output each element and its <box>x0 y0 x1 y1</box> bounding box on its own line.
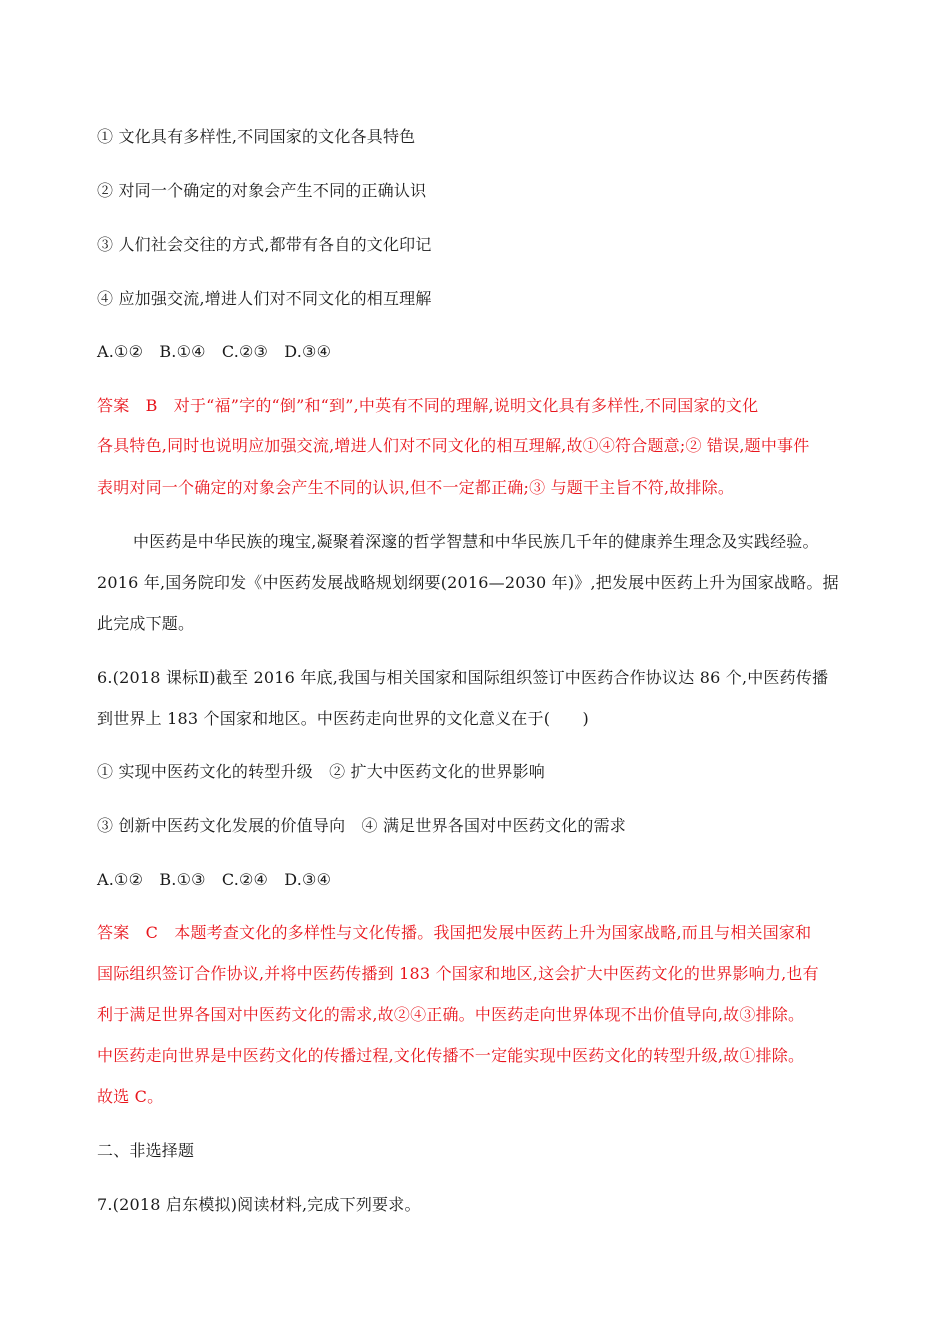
q5-option-4: ④ 应加强交流,增进人们对不同文化的相互理解 <box>97 289 432 308</box>
q6-stem-line-1: 6.(2018 课标Ⅱ)截至 2016 年底,我国与相关国家和国际组织签订中医药合作协议达 86 个,中医药传播 <box>97 668 829 687</box>
q5-option-3: ③ 人们社会交往的方式,都带有各自的文化印记 <box>97 235 432 254</box>
q6-answer-line-5: 故选 C。 <box>97 1087 164 1106</box>
q7-stem: 7.(2018 启东模拟)阅读材料,完成下列要求。 <box>97 1195 421 1214</box>
q5-option-2: ② 对同一个确定的对象会产生不同的正确认识 <box>97 181 427 200</box>
q6-options-line-2: ③ 创新中医药文化发展的价值导向 ④ 满足世界各国对中医药文化的需求 <box>97 816 626 835</box>
q6-stem-line-2: 到世界上 183 个国家和地区。中医药走向世界的文化意义在于( ) <box>97 709 589 728</box>
passage-line-2: 2016 年,国务院印发《中医药发展战略规划纲要(2016—2030 年)》,把发展中医药上升为国家战略。据 <box>97 573 839 592</box>
q5-answer-line-2: 各具特色,同时也说明应加强交流,增进人们对不同文化的相互理解,故①④符合题意;② 错误,题中事件 <box>97 436 810 455</box>
q5-choices: A.①② B.①④ C.②③ D.③④ <box>97 342 332 361</box>
q5-option-1: ① 文化具有多样性,不同国家的文化各具特色 <box>97 127 416 146</box>
passage-line-3: 此完成下题。 <box>97 614 195 633</box>
q6-answer-line-2: 国际组织签订合作协议,并将中医药传播到 183 个国家和地区,这会扩大中医药文化的世界影响力,也有 <box>97 964 819 983</box>
passage-line-1: 中医药是中华民族的瑰宝,凝聚着深邃的哲学智慧和中华民族几千年的健康养生理念及实践经验。 <box>133 532 819 551</box>
q5-answer-line-1: 答案 B 对于“福”字的“倒”和“到”,中英有不同的理解,说明文化具有多样性,不同国家的文化 <box>97 396 759 415</box>
q6-options-line-1: ① 实现中医药文化的转型升级 ② 扩大中医药文化的世界影响 <box>97 762 545 781</box>
q5-answer-line-3: 表明对同一个确定的对象会产生不同的认识,但不一定都正确;③ 与题干主旨不符,故排除。 <box>97 478 735 497</box>
q6-answer-line-1: 答案 C 本题考查文化的多样性与文化传播。我国把发展中医药上升为国家战略,而且与相关国家和 <box>97 923 812 942</box>
q6-answer-line-4: 中医药走向世界是中医药文化的传播过程,文化传播不一定能实现中医药文化的转型升级,故①排除。 <box>97 1046 805 1065</box>
q6-answer-line-3: 利于满足世界各国对中医药文化的需求,故②④正确。中医药走向世界体现不出价值导向,故③排除。 <box>97 1005 805 1024</box>
section-heading: 二、非选择题 <box>97 1141 195 1160</box>
q6-choices: A.①② B.①③ C.②④ D.③④ <box>97 870 332 889</box>
